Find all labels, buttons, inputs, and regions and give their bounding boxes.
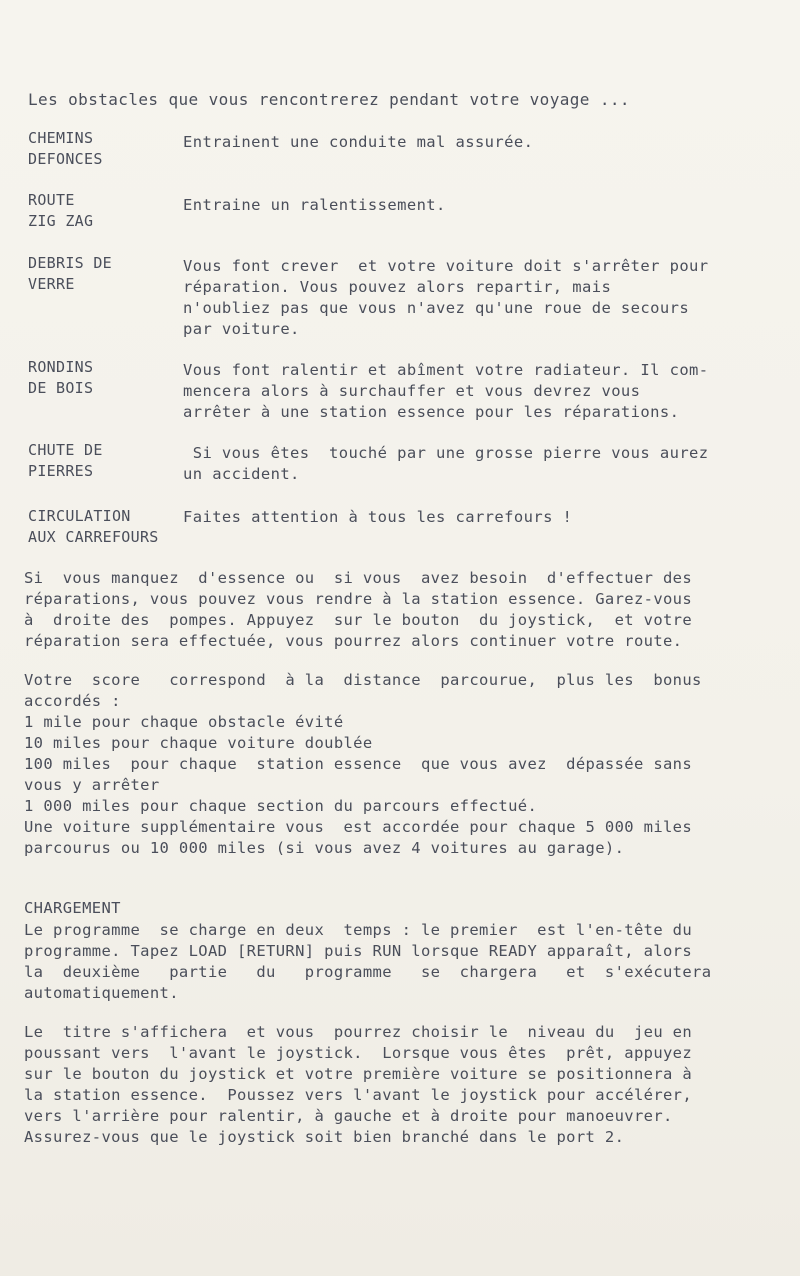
obstacle-def-chute: Si vous êtes touché par une grosse pierre vous aurez un accident. <box>183 444 709 483</box>
score-paragraph: Votre score correspond à la distance parcourue, plus les bonus accordés : 1 mile pour chaque obstacle évité 10 miles pour chaque voiture doublée 100 miles pour chaque station essence que vous avez dépassée sans vous y arrêter 1 000 miles pour chaque section du parcours effectué. Une voiture supplémentaire vous est accordée pour chaque 5 000 miles parcourus ou 10 000 miles (si vous avez 4 voitures au garage). <box>24 671 702 857</box>
obstacle-term-chute: CHUTE DE PIERRES <box>28 441 103 480</box>
obstacle-term-chemins: CHEMINS DEFONCES <box>28 129 103 168</box>
obstacle-term-circulation: CIRCULATION AUX CARREFOURS <box>28 507 159 546</box>
intro-line: Les obstacles que vous rencontrerez pendant votre voyage ... <box>28 90 630 109</box>
obstacle-term-debris: DEBRIS DE VERRE <box>28 254 112 293</box>
obstacle-def-rondins: Vous font ralentir et abîment votre radiateur. Il com- mencera alors à surchauffer et vous devrez vous arrêter à une station essence pour les réparations. <box>183 361 709 421</box>
obstacle-def-circulation: Faites attention à tous les carrefours ! <box>183 508 573 526</box>
loading-heading: CHARGEMENT <box>24 899 121 917</box>
obstacle-def-debris: Vous font crever et votre voiture doit s'arrêter pour réparation. Vous pouvez alors repartir, mais n'oubliez pas que vous n'avez qu'une roue de secours par voiture. <box>183 257 709 338</box>
obstacle-term-rondins: RONDINS DE BOIS <box>28 358 94 397</box>
controls-paragraph: Le titre s'affichera et vous pourrez choisir le niveau du jeu en poussant vers l'avant le joystick. Lorsque vous êtes prêt, appuyez sur le bouton du joystick et votre première voiture se positionnera à la station essence. Poussez vers l'avant le joystick pour accélérer, vers l'arrière pour ralentir, à gauche et à droite pour manoeuvrer. Assurez-vous que le joystick soit bien branché dans le port 2. <box>24 1023 693 1146</box>
obstacle-def-chemins: Entrainent une conduite mal assurée. <box>183 133 534 151</box>
obstacle-def-route: Entraine un ralentissement. <box>183 196 446 214</box>
obstacle-term-route: ROUTE ZIG ZAG <box>28 191 94 230</box>
loading-paragraph: Le programme se charge en deux temps : le premier est l'en-tête du programme. Tapez LOAD [RETURN] puis RUN lorsque READY apparaît, alors la deuxième partie du programme se chargera et s'exécutera automatiquement. <box>24 921 712 1002</box>
repair-paragraph: Si vous manquez d'essence ou si vous avez besoin d'effectuer des réparations, vous pouvez vous rendre à la station essence. Garez-vous à droite des pompes. Appuyez sur le bouton du joystick, et votre réparation sera effectuée, vous pourrez alors continuer votre route. <box>24 569 693 650</box>
